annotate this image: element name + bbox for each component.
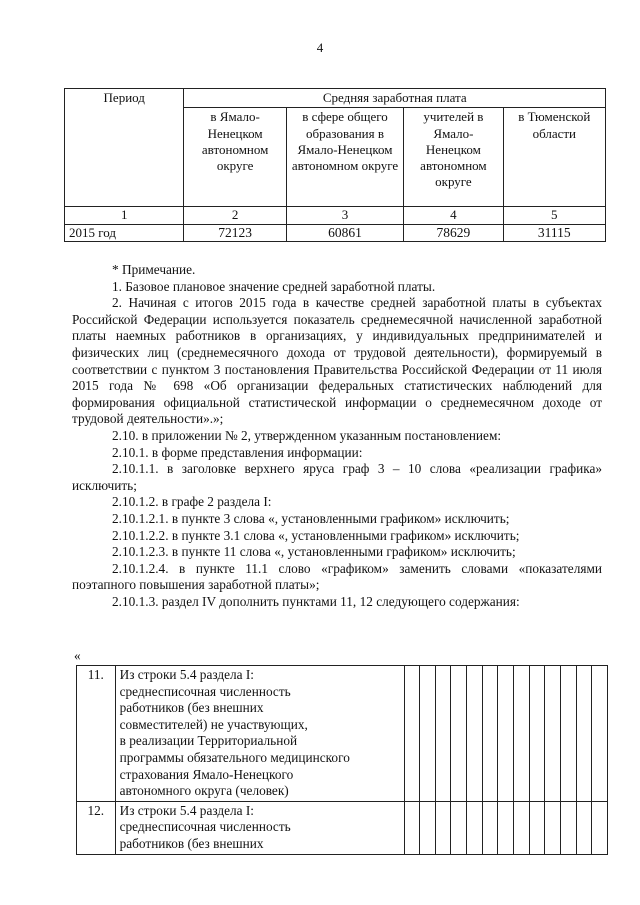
- empty-cell: [420, 801, 436, 854]
- empty-cell: [545, 801, 561, 854]
- empty-cell: [514, 801, 530, 854]
- description-line: Из строки 5.4 раздела I:: [119, 802, 255, 818]
- description-line: страхования Ямало-Ненецкого: [119, 766, 294, 782]
- form-table: [76, 665, 608, 855]
- column-number: 2: [184, 207, 286, 224]
- period-header: Период: [65, 89, 184, 207]
- value-tyumen: 31115: [503, 224, 605, 242]
- row-label: 2015 год: [65, 224, 184, 242]
- paragraph: 2.10.1.2.1. в пункте 3 слова «, установленными графиком» исключить;: [112, 510, 510, 526]
- empty-cell: [560, 666, 576, 802]
- column-header-general-education: в сфере общего образования в Ямало-Ненецком автономном округе: [286, 108, 403, 207]
- salary-table: [64, 88, 606, 242]
- note-heading: * Примечание.: [112, 262, 196, 277]
- row-number: 11.: [77, 666, 116, 802]
- page-number: 4: [316, 40, 324, 55]
- empty-cell: [482, 801, 498, 854]
- empty-cell: [529, 801, 545, 854]
- empty-cell: [560, 801, 576, 854]
- row-number: 12.: [77, 801, 116, 854]
- column-header-yanao: в Ямало-Ненецком автономном округе: [184, 108, 286, 207]
- paragraph: 2.10.1.1. в заголовке верхнего яруса граф 3 – 10 слова «реализации графика» исключить;: [72, 461, 602, 493]
- empty-cell: [404, 666, 420, 802]
- empty-cell: [451, 666, 467, 802]
- description-line: программы обязательного медицинского: [119, 749, 350, 765]
- empty-cell: [498, 801, 514, 854]
- empty-cell: [467, 666, 483, 802]
- paragraph: 2.10.1.2. в графе 2 раздела I:: [112, 494, 272, 510]
- column-number: 1: [65, 207, 184, 224]
- column-number: 4: [404, 207, 503, 224]
- opening-quote: «: [74, 648, 81, 663]
- description-line: среднесписочная численность: [119, 683, 291, 699]
- empty-cell: [592, 801, 608, 854]
- description-line: Из строки 5.4 раздела I:: [119, 667, 255, 682]
- empty-cell: [420, 666, 436, 802]
- empty-cell: [576, 801, 592, 854]
- row-description: [115, 801, 404, 854]
- salary-header-row: [65, 89, 606, 108]
- column-header-teachers: учителей в Ямало-Ненецком автономном округе: [404, 108, 503, 207]
- empty-cell: [498, 666, 514, 802]
- paragraph: 2.10.1.3. раздел IV дополнить пунктами 11, 12 следующего содержания:: [112, 593, 520, 609]
- value-teachers: 78629: [404, 224, 503, 242]
- description-line: работников (без внешних: [119, 835, 264, 851]
- column-number-row: [65, 207, 606, 224]
- description-line: среднесписочная численность: [119, 819, 291, 835]
- empty-cell: [514, 666, 530, 802]
- description-line: в реализации Территориальной: [119, 733, 298, 749]
- paragraph: 2.10.1.2.2. в пункте 3.1 слова «, установленными графиком» исключить;: [112, 527, 520, 543]
- empty-cell: [529, 666, 545, 802]
- column-header-tyumen: в Тюменской области: [503, 108, 605, 207]
- average-salary-header: Средняя заработная плата: [184, 89, 606, 108]
- empty-cell: [451, 801, 467, 854]
- paragraph: 2.10.1.2.4. в пункте 11.1 слово «графиком» заменить словами «показателями поэтапного повышения заработной платы»;: [72, 560, 602, 593]
- empty-cell: [435, 666, 451, 802]
- document-body: [72, 262, 602, 610]
- empty-cell: [545, 666, 561, 802]
- value-general-education: 60861: [286, 224, 403, 242]
- paragraph: 2.10.1.2.3. в пункте 11 слова «, установленными графиком» исключить;: [112, 544, 516, 560]
- row-description: [115, 666, 404, 802]
- description-line: совместителей) не участвующих,: [119, 716, 308, 732]
- column-number: 5: [503, 207, 605, 224]
- table-row: [77, 801, 608, 854]
- empty-cell: [467, 801, 483, 854]
- paragraph: 1. Базовое плановое значение средней заработной платы.: [112, 278, 436, 294]
- paragraph: 2.10. в приложении № 2, утвержденном указанным постановлением:: [112, 427, 502, 443]
- description-line: работников (без внешних: [119, 700, 264, 716]
- paragraph: 2.10.1. в форме представления информации:: [112, 444, 363, 460]
- empty-cell: [576, 666, 592, 802]
- paragraph: 2. Начиная с итогов 2015 года в качестве средней заработной платы в субъектах Российской Федерации используется показатель среднемесячной начисленной заработной платы наемных работников в организациях, у индивидуальных предпринимателей и физических лиц (среднемесячного дохода от трудовой деятельности), формируемый в соответствии с пунктом 3 постановления Правительства Российской Федерации от 11 июля 2015 года № 698 «Об организации федеральных статистических наблюдений для формирования официальной статистической информации о среднемесячном доходе от трудовой деятельности».»;: [72, 295, 602, 427]
- empty-cell: [482, 666, 498, 802]
- description-line: автономного округа (человек): [119, 783, 289, 799]
- value-yanao: 72123: [184, 224, 286, 242]
- table-row: [65, 224, 606, 242]
- empty-cell: [592, 666, 608, 802]
- table-row: [77, 666, 608, 802]
- column-number: 3: [286, 207, 403, 224]
- empty-cell: [404, 801, 420, 854]
- empty-cell: [435, 801, 451, 854]
